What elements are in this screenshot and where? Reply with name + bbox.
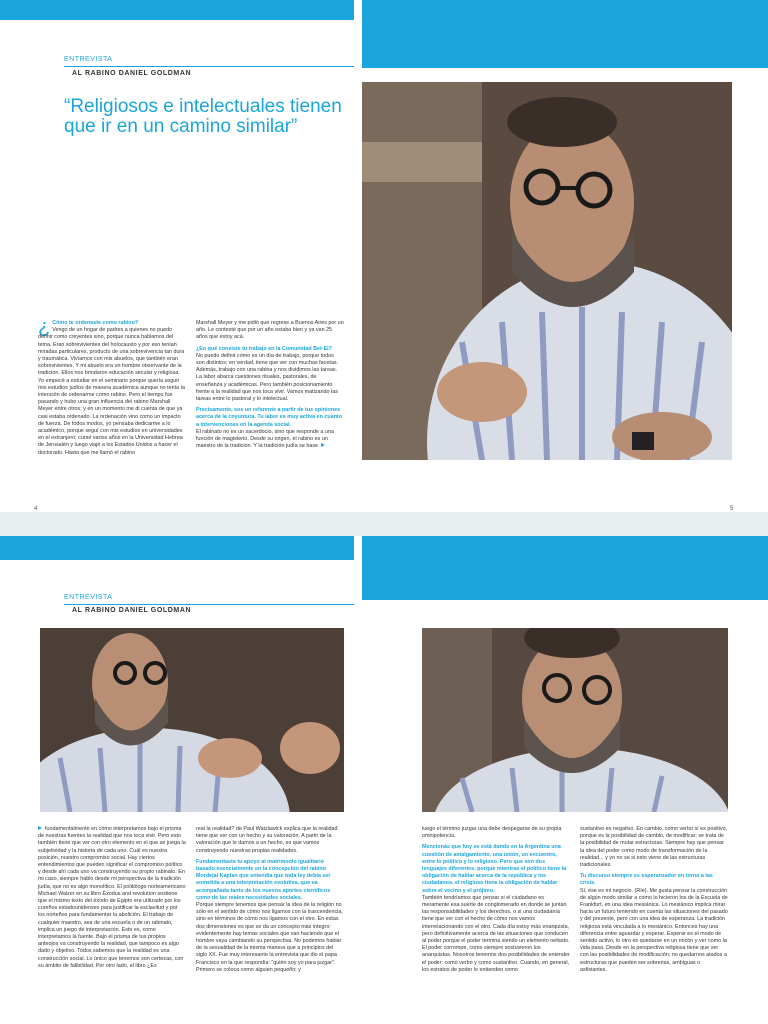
answer-text: sustantivo es negativo. En cambio, como verbo sí es positivo, porque es la posibilidad de cambio, de modificar; se trata de la posibilidad de mutar estructuras. Siempre hay que pensar la idea del poder como modo de transformación de la realidad... y yo no se si esto viene de las estructuras tradicionales. <box>580 826 728 869</box>
photo-smiling <box>422 628 728 812</box>
page-spine <box>354 536 362 1024</box>
main-photo <box>362 82 732 460</box>
interview-question: Cómo te ordenaste como rabino? <box>52 320 139 326</box>
interview-question: Mencionás que hoy se está dando en la Argentina una cuestión de amalgamiento, una unión, un encuentro, entre lo político y lo religioso. Pero que son dos lenguajes diferentes, porque mientras el político tiene la obligación de hablar acerca de la república y los ciudadanos, el religioso tiene la obligación de hablar sobre el vecino y el prójimo. <box>422 844 567 894</box>
spread-gap <box>0 512 768 536</box>
subject-label: AL RABINO DANIEL GOLDMAN <box>72 70 192 77</box>
section-label: ENTREVISTA <box>64 56 113 63</box>
paragraph <box>38 316 186 457</box>
portrait-illustration <box>422 628 728 812</box>
section-label: ENTREVISTA <box>64 594 113 601</box>
answer-text: Sí, ése es mi negocio. (Ríe). Me gusta pensar la construcción de algún modo similar a como lo hicieron los de la Escuela de Frankfurt, en una idea mesiánica. Lo mesiánico implica mirar hacia un futuro teniendo en cuenta las situaciones del pasado y del presente, pero con una idea de esperanza. La tradición religiosa está vinculada a lo mesiánico. Entonces hay una diferencia entre aguardar y esperar. Esperar es el modo de sentido activo, lo otro es quedarse en un rincón y ver como la vida pasa. Desde en la perspectiva religiosa tiene que ver con las posibilidades de modificación; no quedarnos atados a estructuras que pueden ser sobrerias, ambiguas o asfixiantes. <box>580 887 728 973</box>
answer-text: real la realidad? de Paul Watzlawick explica que la realidad tiene que ver con un hecho y su valoración. A partir de la valoración que le damos a un hecho, es que vamos construyendo nuestras propias realidades. <box>196 826 338 854</box>
text-column-3 <box>422 826 570 978</box>
answer-text: No puedo definir cómo es un día de trabajo, porque todos son distintos; en verdad, tiene que ver con muchas facetas. Además, trabajo con una rabina y nos dividimos las tareas. La labor abarca cuestiones rituales, pastorales, de enseñanza y académicas. Pero también posicionamiento frente a la realidad que nos toca vivir. Vamos matizando las tareas entre lo pastoral y lo intelectual. <box>196 352 339 403</box>
band-cutout-left <box>0 560 354 600</box>
headline: “Religiosos e intelectuales tienen que ir en un camino similar” <box>64 95 342 137</box>
photo-credit: GABRIEL REIG | MP <box>348 760 353 798</box>
band-cutout-left <box>0 20 354 68</box>
spread-pages-6-7 <box>0 536 768 1024</box>
answer-text: Porque siempre tenemos que pensar la idea de la religión no sólo en el sentido de cómo nos ligamos con la trascendencia, sino en términos de cómo nos ligamos con el otro. En estas dos dimensiones es que se da un concepto más integro: evidentemente hay temas sociales que van haciendo que el hombre vaya cambiando su perspectiva. No podemos hablar de la sexualidad de la misma manera que a principios del siglo XX. Fue muy interesante la entrevista que dio el papa Francisco en la que respondía: “quién soy yo para juzgar”. Primero se coloca como alguien pequeño; y <box>196 902 343 973</box>
portrait-illustration <box>40 628 344 812</box>
continue-arrow-icon <box>38 826 42 830</box>
interview-question: Tu discurso siempre es esperanzador en torno a las crisis. <box>580 873 713 887</box>
question-mark-glyph: ¿ <box>38 316 51 338</box>
photo-credit: GABRIEL REIG | MP <box>736 418 741 456</box>
interview-question: Precisamente, sos un referente a partir de tus opiniones acerca de la coyuntura. Tu labor es muy activa en cuanto a intervenciones en la agenda social. <box>196 407 343 428</box>
photo-gesture <box>40 628 344 812</box>
interview-question: Fundamentaste tu apoyo al matrimonio igualitario basado esencialmente en la concepción del rabino Mordejai Kaplan que entendía que toda ley debía ser sometida a una interpretación evolutiva, que va acompañada tanto de los nuevos aportes científicos como de las reales necesidades sociales. <box>196 858 331 901</box>
page-spine <box>354 0 362 512</box>
text-column-1 <box>38 316 186 461</box>
text-column-1 <box>38 826 186 974</box>
page-number-left: 4 <box>34 506 38 512</box>
subject-label: AL RABINO DANIEL GOLDMAN <box>72 607 192 614</box>
answer-text: fundamentalmente en cómo interpretamos bajo el prisma de nuestras fuentes la realidad que nos toca vivir. Pero esto también tiene que ver con otro elemento en el que se juega la subjetividad y la historia de cada uno. Cuál es nuestra posición, nuestro compromiso social. Hay ciertos entendimientos que pueden significar el compromiso político y desde ahí cada uno va construyendo su propio rabinato. En mi caso, siempre hablo desde mi perspectiva de la tradición judía, que no es algo monolítico. El politólogo norteamericano Michael Walzer en su libro Éxodus and revolution sostiene que el mismo texto del éxodo de Egipto era utilizado por los cureños estadounidenses para justificar la esclavitud y por los norteños para fundamentar la abolición. El trabajo de cualquier maestro, sea de una escuela o de un rabinato, implica un juego de interpretación. Esto es, como interpretamos la fuente. Bajo el prisma de tus propios anteojos va construyendo la realidad, que tampoco es algo dado y objetivo. Todos sabemos que la realidad es una construcción social. Lo único que tenemos son certezas, con su ámbito de falibilidad. Por otro lado, el libro ¿Es <box>38 826 186 969</box>
answer-text: El rabinato no es un sacerdocio, sino que responde a una función de magisterio. Desde su origen, el rabino es un maestro de la tradición. Y la tradición judía se base <box>196 428 334 450</box>
text-column-2 <box>196 320 344 454</box>
answer-text: Vengo de un hogar de padres a quienes no puedo definir como creyentes sino, porque nunca hablamos del tema. Eran sobrevivientes del holocausto y por eso tenían miradas particulares, producto de una sobrevivencia tan dura y traumática. Vivíamos con mis abuelos, que también eran sobrevivientes. Y mi abuelo era un hombre observante de la tradición. Ellos nos brindaron educación secular y religiosa. Yo empecé a estudiar en el seminario porque quería seguir mis estudios judíos de manera académica aunque no tenía la intención de ordenarme como rabino. Pero el tiempo fue pasando y hubo una gran influencia del rabino Marshall Meyer entre otros; y en un momento me di cuenta de que ya casi estaba ordenado. La ordenación vino como un impacto de fuerza. De todos modos, yo pensaba dedicarme a lo académico, porque seguí con mis estudios en universidades en el extranjero: cursé varios años en la Universidad Hebrea de Jerusalén y luego viajé a los Estados Unidos a hacer el doctorado. Hasta que me llamó el rabino <box>38 327 185 456</box>
header-rule <box>64 66 354 67</box>
text-column-2 <box>196 826 344 978</box>
portrait-illustration <box>362 82 732 460</box>
text-column-4 <box>580 826 728 978</box>
continue-arrow-icon <box>321 443 325 447</box>
answer-text: luego el término juzgar una debe despegarse de su propia omnipotencia. <box>422 826 562 840</box>
photo-credit: GABRIEL REIG | MP <box>412 760 417 798</box>
interview-question: ¿En qué consiste tu trabajo en la Comunidad Bet-El? <box>196 345 332 352</box>
answer-text: Marshall Meyer y me pidió que regrese a Buenos Aires por un año. Le contesté que por un año estaba bien y ya van 25 años que estoy acá. <box>196 320 344 341</box>
header-rule <box>64 604 354 605</box>
answer-text: También tendríamos que pensar si el ciudadano es meramente esa suerte de conglomerado en donde se juntan las responsabilidades y los derechos, o si una ciudadanía tiene que ver con el hecho de cómo nos vamos interrelacionando con el otro. Cada día estoy más enarquista, pero definitivamente acerca de las situaciones que conducen al poder porque el poder termina siendo un elemento nefasto. El poder corrompe, como siempre sostuvieron los anarquistas. Nosotros tenemos dos posibilidades de entender el poder: como verbo y como sustantivo. Cuando, en general, los estratos de poder lo entienden como <box>422 894 570 973</box>
page-number-right: 5 <box>730 506 734 512</box>
